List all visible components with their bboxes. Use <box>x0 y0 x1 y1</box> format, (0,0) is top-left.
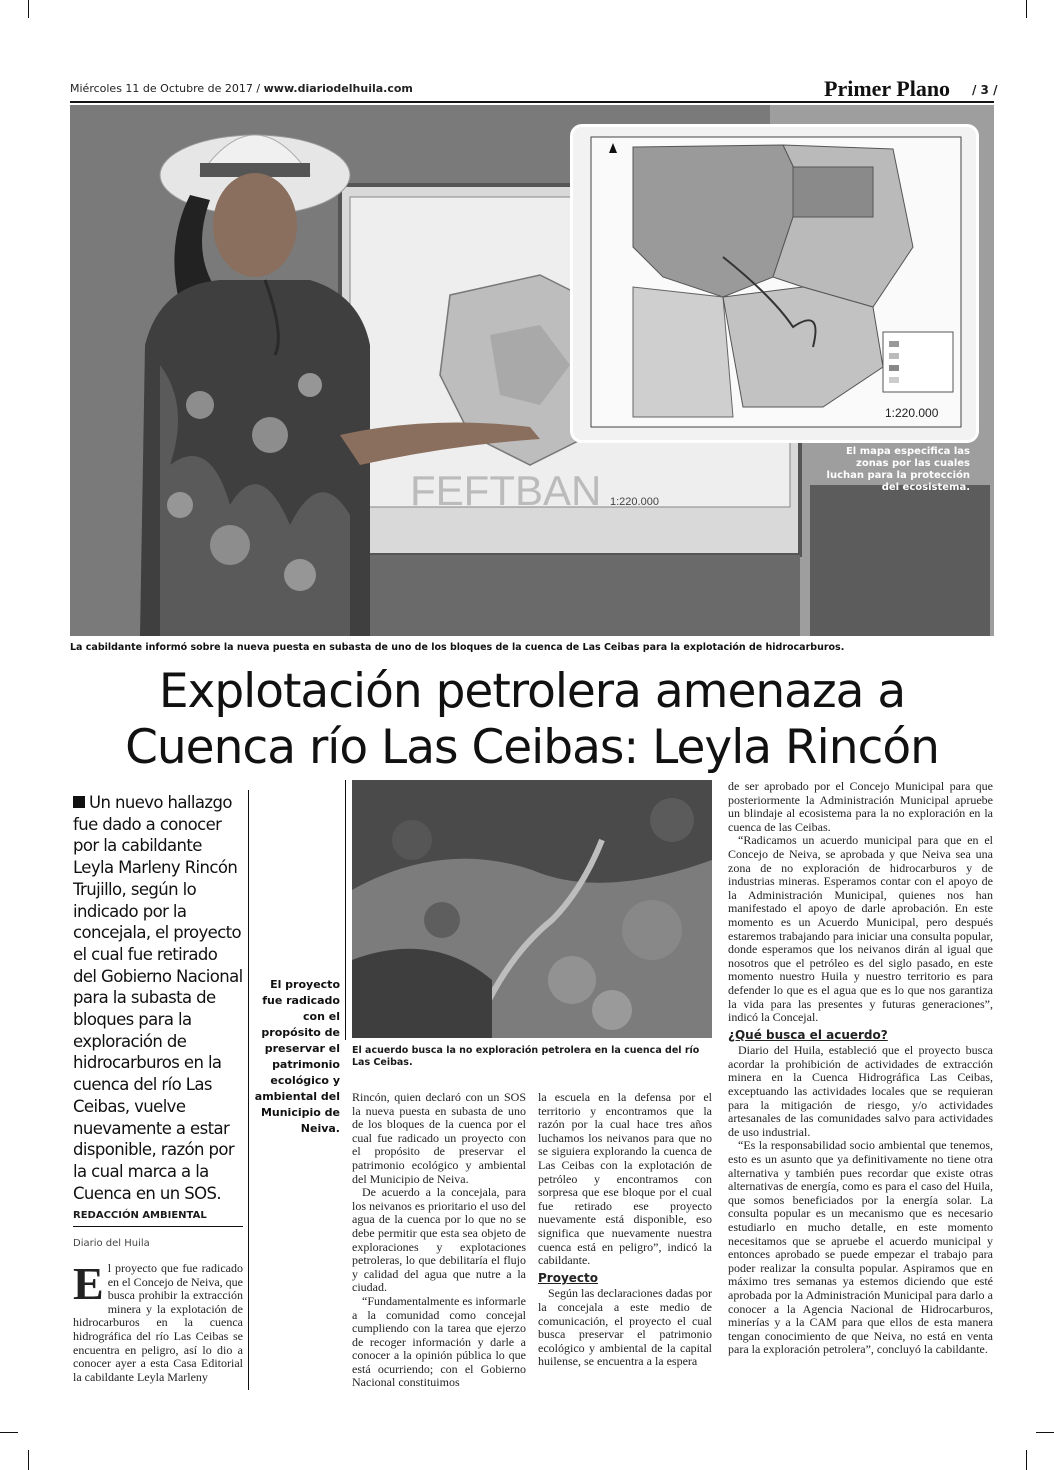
column-3-paragraph: la escuela en la defensa por el territorio y encontramos que la razón por la cual hace tres años luchamos los neivanos para que no se siguiera explorando la cuenca de Las Ceibas con la explotación de petróleo y encontramos con sorpresa que ese bloque por el cual fue retirado ese proyecto nuevamente está disponible, eso significa que nuevamente nuestra cuenca está en peligro”, indicó la cabildante. <box>538 1090 712 1268</box>
river-basin-photo <box>352 780 712 1038</box>
main-photo-caption: La cabildante informó sobre la nueva puesta en subasta de uno de los bloques de la cuenca de Las Ceibas para la explotación de hidrocarburos. <box>70 642 845 653</box>
column-4-text <box>728 780 993 1357</box>
pull-quote: El proyecto fue radicado con el propósito de preservar el patrimonio ecológico y ambiental del Municipio de Neiva. <box>254 978 340 1135</box>
byline-rule <box>73 1226 243 1227</box>
column-2-paragraph: Rincón, quien declaró con un SOS la nueva puesta en subasta de uno de los bloques de la cuenca por el cual fue radicado un proyecto con el propósito de preservar el patrimonio ecológico y ambiental del Municipio de Neiva. <box>352 1090 526 1186</box>
headline <box>70 664 994 776</box>
column-1-paragraph: l proyecto que fue radicado en el Concejo de Neiva, que busca prohibir la extracción minera y la explotación de hidrocarburos en la cuenca hidrográfica del río Las Ceibas se encuentra en peligro, así lo dio a conocer ayer a esta Casa Editorial la cabildante Leyla Marleny <box>73 1261 243 1384</box>
map-illustration <box>573 127 976 440</box>
source: Diario del Huila <box>73 1238 150 1249</box>
issue-date: Miércoles 11 de Octubre de 2017 <box>70 82 253 95</box>
svg-text:FEFTBAN: FEFTBAN <box>410 467 602 514</box>
bullet-square-icon <box>73 796 85 808</box>
column-3-paragraph: Según las declaraciones dadas por la concejala a este medio de comunicación, el proyecto el cual busca preservar el patrimonio ecológico y ambiental de la capital huilense, se encuentra a la espera <box>538 1286 712 1369</box>
crop-mark <box>28 0 29 18</box>
column-2-paragraph: De acuerdo a la concejala, para los neivanos es prioritario el uso del agua de la cuenca por lo que no se debe permitir que esta sea objeto de exploraciones y explotaciones petroleras, lo que debilitaría el flujo y calidad del agua que nutre a la ciudad. <box>352 1185 526 1295</box>
column-rule <box>345 780 346 1040</box>
lead-paragraph <box>73 792 243 1204</box>
byline: REDACCIÓN AMBIENTAL <box>73 1210 207 1221</box>
column-3-text <box>538 1091 712 1369</box>
crop-mark <box>1026 0 1027 18</box>
column-4-paragraph: de ser aprobado por el Concejo Municipal para que posteriormente la Administración Municipal apruebe un blindaje al ecosistema para la no exploración en la cuenca de las Ceibas. <box>728 779 993 834</box>
crop-mark <box>28 1450 29 1470</box>
column-4-paragraph: Diario del Huila, estableció que el proyecto busca acordar la prohibición de actividades de extracción minera en la Cuenca Hidrográfica Las Ceibas, exceptuando las actividades locales que se requieran para la mitigación de riesgo, y/o actividades artesanales de las comunidades salvo para actividades de uso industrial. <box>728 1043 993 1139</box>
river-basin-illustration <box>352 780 712 1038</box>
issue-date-line <box>70 82 413 95</box>
headline-line-2: Cuenca río Las Ceibas: Leyla Rincón <box>125 720 939 775</box>
river-photo-caption: El acuerdo busca la no exploración petrolera en la cuenca del río Las Ceibas. <box>352 1045 700 1068</box>
inset-scale: 1:220.000 <box>885 406 939 420</box>
drop-cap: E <box>73 1258 104 1309</box>
section-title: Primer Plano <box>824 76 951 101</box>
column-2-paragraph: “Fundamentalmente es informarle a la comunidad como concejal cumpliendo con la tarea que ejerzo de recoger información y darle a conocer a la opinión pública lo que está ocurriendo; con el Gobierno Nacional constituimos <box>352 1293 526 1390</box>
column-4-paragraph: “Radicamos un acuerdo municipal para que en el Concejo de Neiva, se aprobada y que Neiva sea una zona de no exploración de hidrocarburos y de industrias mineras. Esperamos contar con el apoyo de la Administración Municipal, quienes nos han manifestado el apoyo de darle aprobación. En este momento es un Acuerdo Municipal, pero después estaremos trabajando para iniciar una consulta popular, donde esperamos que los neivanos dirán al igual que nosotros que el petróleo es del siglo pasado, en este momento nuestro Huila y nuestro territorio es para defender lo que es el agua que es lo que nos garantiza la vida para las presentes y futuras generaciones”, indicó la Concejal. <box>728 833 993 1025</box>
separator: / <box>252 82 264 95</box>
inset-map-photo <box>570 124 979 443</box>
site-url: www.diariodelhuila.com <box>263 82 413 95</box>
header-rule <box>70 101 994 103</box>
crop-mark <box>0 1432 18 1433</box>
column-rule <box>248 790 249 1390</box>
column-4-paragraph: “Es la responsabilidad socio ambiental que tenemos, esto es un asunto que ya definitivamente no tiene otra alternativa y también pues recordar que existe otras alternativas de energía, como es para el caso del Huila, que somos beneficiados por la energía solar. La consulta popular es un mecanismo que es necesario estudiarlo en mucho detalle, en este momento necesitamos que se apruebe el acuerdo municipal y entonces aprobado se puede empezar el trabajo para poder realizar la consulta popular. Aspiramos que en máximo tres semanas ya estemos diciendo que esté aprobada por la Administración Municipal para darlo a conocer a la Agencia Nacional de Hidrocarburos, minerías y a la CAM para que ellos de esta manera tengan conocimiento de que Neiva, no está en venta para la exploración petrolera”, concluyó la cabildante. <box>728 1138 993 1357</box>
crop-mark <box>1026 1450 1027 1470</box>
lead-text: Un nuevo hallazgo fue dado a conocer por la cabildante Leyla Marleny Rincón Trujillo, según lo indicado por la concejala, el proyecto el cual fue retirado del Gobierno Nacional para la subasta de bloques para la exploración de hidrocarburos en la cuenca del río Las Ceibas, vuelve nuevamente a estar disponible, razón por la cual marca a la Cuenca en un SOS. <box>73 793 243 1203</box>
board-scale: 1:220.000 <box>610 496 659 508</box>
inset-caption: El mapa especifica las zonas por las cuales luchan para la protección del ecosistema. <box>826 446 970 493</box>
crop-mark <box>1036 1432 1054 1433</box>
page-number: / 3 / <box>972 83 998 97</box>
subhead-que-busca: ¿Qué busca el acuerdo? <box>728 1027 888 1042</box>
column-2-text <box>352 1091 526 1390</box>
headline-line-1: Explotación petrolera amenaza a <box>158 664 906 719</box>
column-1-text <box>73 1258 243 1384</box>
subhead-proyecto: Proyecto <box>538 1270 599 1285</box>
